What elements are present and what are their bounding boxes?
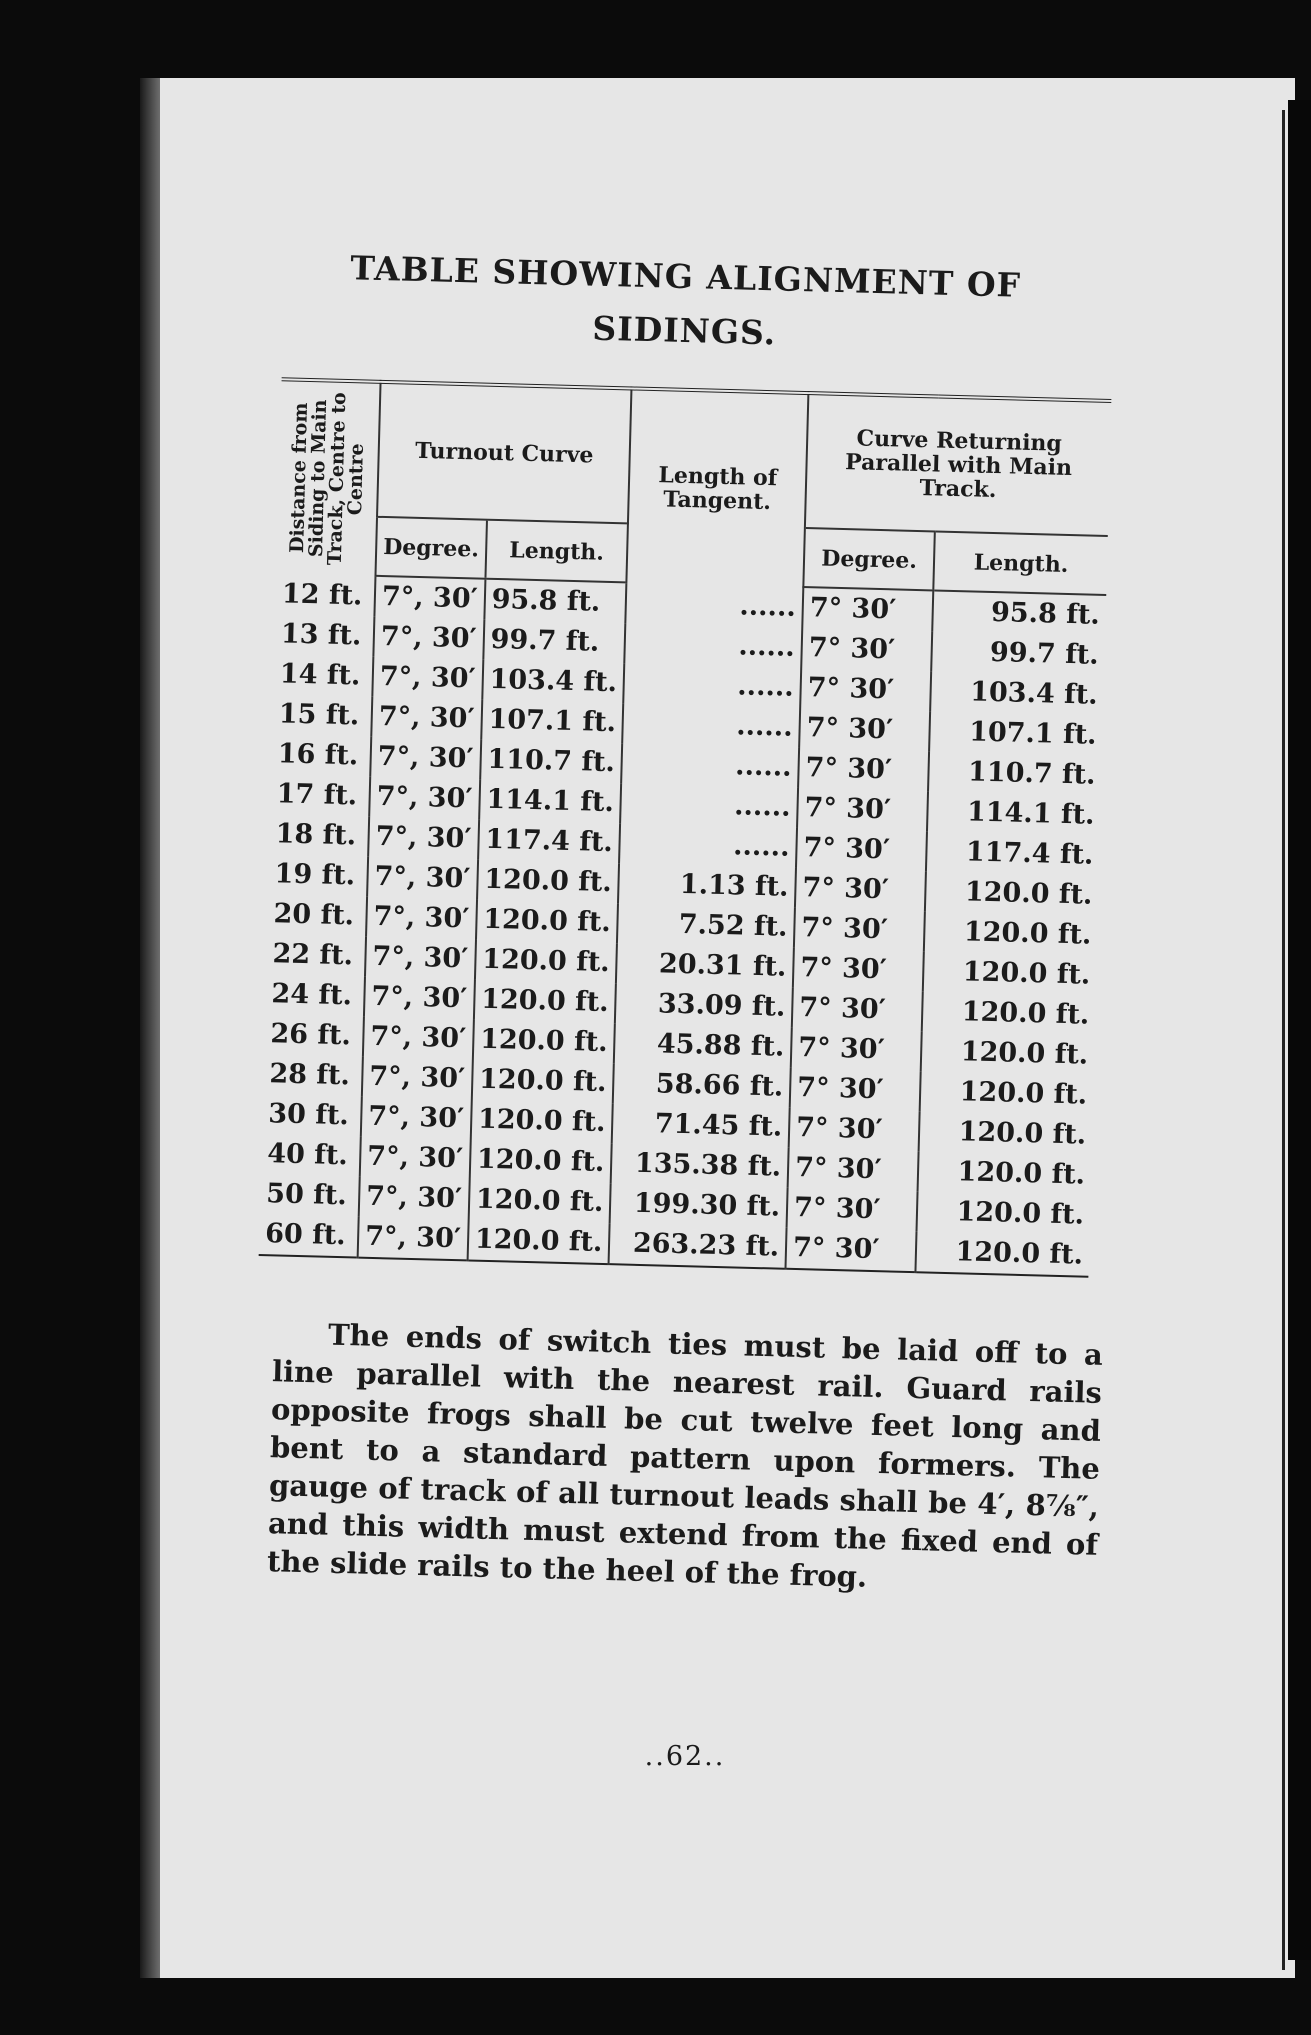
cell-deg: 7°, 30′ bbox=[366, 897, 477, 940]
cell-rlen: 120.0 ft. bbox=[924, 911, 1098, 956]
cell-len: 120.0 ft. bbox=[467, 1219, 609, 1264]
cell-len: 120.0 ft. bbox=[472, 1060, 614, 1104]
cell-rdeg: 7° 30′ bbox=[794, 908, 925, 951]
cell-dist: 28 ft. bbox=[269, 1058, 351, 1092]
cell-len: 120.0 ft. bbox=[473, 1020, 615, 1064]
cell-tan: ...... bbox=[621, 743, 799, 788]
cell-tan: ...... bbox=[624, 623, 802, 668]
return-degree-header: Degree. bbox=[803, 528, 935, 590]
cell-rdeg: 7° 30′ bbox=[788, 1148, 919, 1191]
title-line-1: TABLE SHOWING ALIGNMENT OF bbox=[349, 248, 1022, 305]
cell-rlen: 120.0 ft. bbox=[923, 951, 1097, 996]
cell-tan: 199.30 ft. bbox=[610, 1183, 788, 1228]
cell-dist: 26 ft. bbox=[270, 1018, 352, 1052]
distance-header: Distance from Siding to Main Track, Centre to Centre bbox=[286, 392, 368, 566]
cell-len: 120.0 ft. bbox=[469, 1139, 611, 1183]
cell-deg: 7°, 30′ bbox=[364, 977, 475, 1020]
cell-tan: 263.23 ft. bbox=[609, 1223, 787, 1269]
cell-rdeg: 7° 30′ bbox=[800, 668, 931, 711]
cell-tan: ...... bbox=[623, 663, 801, 708]
cell-tan: 71.45 ft. bbox=[612, 1103, 790, 1148]
cell-dist: 18 ft. bbox=[275, 818, 357, 852]
cell-rlen: 120.0 ft. bbox=[918, 1151, 1092, 1196]
cell-dist: 24 ft. bbox=[271, 978, 353, 1012]
cell-len: 120.0 ft. bbox=[471, 1100, 613, 1144]
cell-rlen: 110.7 ft. bbox=[928, 751, 1102, 796]
degree-header: Degree. bbox=[375, 517, 486, 579]
cell-rdeg: 7° 30′ bbox=[797, 788, 928, 831]
table-header bbox=[277, 379, 1112, 595]
scan-border bbox=[1288, 100, 1311, 1960]
cell-rdeg: 7° 30′ bbox=[798, 748, 929, 791]
page-content bbox=[264, 248, 1104, 1772]
cell-deg: 7°, 30′ bbox=[372, 657, 483, 700]
cell-deg: 7°, 30′ bbox=[359, 1177, 470, 1220]
page-number: ..62.. bbox=[644, 1741, 726, 1772]
cell-deg: 7°, 30′ bbox=[373, 617, 484, 660]
cell-len: 107.1 ft. bbox=[481, 700, 623, 744]
cell-rdeg: 7° 30′ bbox=[801, 628, 932, 671]
cell-deg: 7°, 30′ bbox=[374, 576, 485, 620]
cell-rdeg: 7° 30′ bbox=[789, 1108, 920, 1151]
cell-len: 120.0 ft. bbox=[476, 900, 618, 944]
cell-tan: ...... bbox=[626, 582, 804, 628]
cell-len: 120.0 ft. bbox=[468, 1179, 610, 1223]
cell-rlen: 120.0 ft. bbox=[920, 1071, 1094, 1116]
cell-len: 95.8 ft. bbox=[484, 579, 626, 624]
cell-rdeg: 7° 30′ bbox=[795, 868, 926, 911]
cell-len: 114.1 ft. bbox=[479, 780, 621, 824]
cell-dist: 15 ft. bbox=[278, 698, 360, 732]
cell-rdeg: 7° 30′ bbox=[793, 948, 924, 991]
return-length-header: Length. bbox=[933, 531, 1107, 594]
cell-len: 110.7 ft. bbox=[480, 740, 622, 784]
cell-deg: 7°, 30′ bbox=[360, 1137, 471, 1180]
cell-rlen: 117.4 ft. bbox=[926, 831, 1100, 876]
cell-rdeg: 7° 30′ bbox=[787, 1188, 918, 1231]
cell-tan: ...... bbox=[620, 783, 798, 828]
cell-tan: 1.13 ft. bbox=[618, 863, 796, 908]
cell-tan: 7.52 ft. bbox=[617, 903, 795, 948]
cell-len: 103.4 ft. bbox=[482, 660, 624, 704]
cell-rlen: 95.8 ft. bbox=[932, 590, 1106, 636]
cell-len: 99.7 ft. bbox=[483, 620, 625, 664]
cell-rdeg: 7° 30′ bbox=[796, 828, 927, 871]
cell-dist: 60 ft. bbox=[264, 1218, 347, 1252]
sidings-alignment-table bbox=[259, 377, 1112, 1277]
curve-returning-header: Curve Returning Parallel with Main Track. bbox=[805, 393, 1111, 536]
cell-deg: 7°, 30′ bbox=[363, 1017, 474, 1060]
page-title bbox=[269, 239, 1102, 369]
cell-tan: ...... bbox=[619, 823, 797, 868]
cell-rlen: 120.0 ft. bbox=[921, 1031, 1095, 1076]
cell-rlen: 120.0 ft. bbox=[916, 1231, 1090, 1277]
cell-deg: 7°, 30′ bbox=[367, 857, 478, 900]
cell-rlen: 120.0 ft. bbox=[919, 1111, 1093, 1156]
cell-tan: 20.31 ft. bbox=[616, 943, 794, 988]
cell-rdeg: 7° 30′ bbox=[791, 1028, 922, 1071]
cell-len: 117.4 ft. bbox=[478, 820, 620, 864]
cell-len: 120.0 ft. bbox=[475, 940, 617, 984]
tangent-header: Length of Tangent. bbox=[627, 388, 809, 587]
turnout-curve-header: Turnout Curve bbox=[377, 382, 632, 524]
cell-dist: 30 ft. bbox=[267, 1098, 350, 1132]
cell-deg: 7°, 30′ bbox=[368, 817, 479, 860]
length-header: Length. bbox=[485, 520, 628, 583]
title-line-2: SIDINGS. bbox=[591, 308, 777, 353]
cell-dist: 50 ft. bbox=[265, 1178, 348, 1212]
cell-dist: 13 ft. bbox=[280, 618, 362, 652]
cell-rdeg: 7° 30′ bbox=[786, 1228, 917, 1272]
cell-rdeg: 7° 30′ bbox=[790, 1068, 921, 1111]
cell-rdeg: 7° 30′ bbox=[799, 708, 930, 751]
cell-deg: 7°, 30′ bbox=[362, 1057, 473, 1100]
cell-rlen: 120.0 ft. bbox=[925, 871, 1099, 916]
cell-dist: 20 ft. bbox=[273, 898, 355, 932]
cell-rlen: 99.7 ft. bbox=[931, 631, 1105, 676]
page-edge-line bbox=[1282, 110, 1285, 1970]
cell-len: 120.0 ft. bbox=[474, 980, 616, 1024]
cell-dist: 22 ft. bbox=[272, 938, 354, 972]
cell-dist: 16 ft. bbox=[277, 738, 359, 772]
cell-deg: 7°, 30′ bbox=[370, 737, 481, 780]
cell-rlen: 120.0 ft. bbox=[922, 991, 1096, 1036]
cell-tan: 58.66 ft. bbox=[613, 1063, 791, 1108]
cell-tan: 135.38 ft. bbox=[611, 1143, 789, 1188]
cell-rlen: 120.0 ft. bbox=[917, 1191, 1091, 1236]
cell-rlen: 114.1 ft. bbox=[927, 791, 1101, 836]
cell-rlen: 107.1 ft. bbox=[929, 711, 1103, 756]
cell-rdeg: 7° 30′ bbox=[792, 988, 923, 1031]
cell-len: 120.0 ft. bbox=[477, 860, 619, 904]
cell-dist: 14 ft. bbox=[279, 658, 361, 692]
cell-deg: 7°, 30′ bbox=[369, 777, 480, 820]
cell-deg: 7°, 30′ bbox=[361, 1097, 472, 1140]
cell-tan: 33.09 ft. bbox=[615, 983, 793, 1028]
cell-dist: 17 ft. bbox=[276, 778, 358, 812]
cell-dist: 19 ft. bbox=[274, 858, 356, 892]
page-binding-shadow bbox=[140, 78, 162, 1978]
cell-dist: 12 ft. bbox=[281, 577, 363, 611]
cell-dist: 40 ft. bbox=[266, 1138, 349, 1172]
instructions-paragraph: The ends of switch ties must be laid off to a line parallel with the nearest rail. Guard rails opposite frogs shall be cut twelve feet long and bent to a standard pattern upon formers. The gauge of track of all turnout leads shall be 4′, 8⅞″, and this width must extend from the fixed end of the slide rails to the heel of the frog. bbox=[266, 1317, 1104, 1594]
table-body bbox=[259, 573, 1107, 1276]
cell-tan: ...... bbox=[622, 703, 800, 748]
cell-deg: 7°, 30′ bbox=[371, 697, 482, 740]
cell-tan: 45.88 ft. bbox=[614, 1023, 792, 1068]
cell-rlen: 103.4 ft. bbox=[930, 671, 1104, 716]
cell-deg: 7°, 30′ bbox=[358, 1217, 469, 1261]
cell-deg: 7°, 30′ bbox=[365, 937, 476, 980]
cell-rdeg: 7° 30′ bbox=[802, 587, 933, 631]
